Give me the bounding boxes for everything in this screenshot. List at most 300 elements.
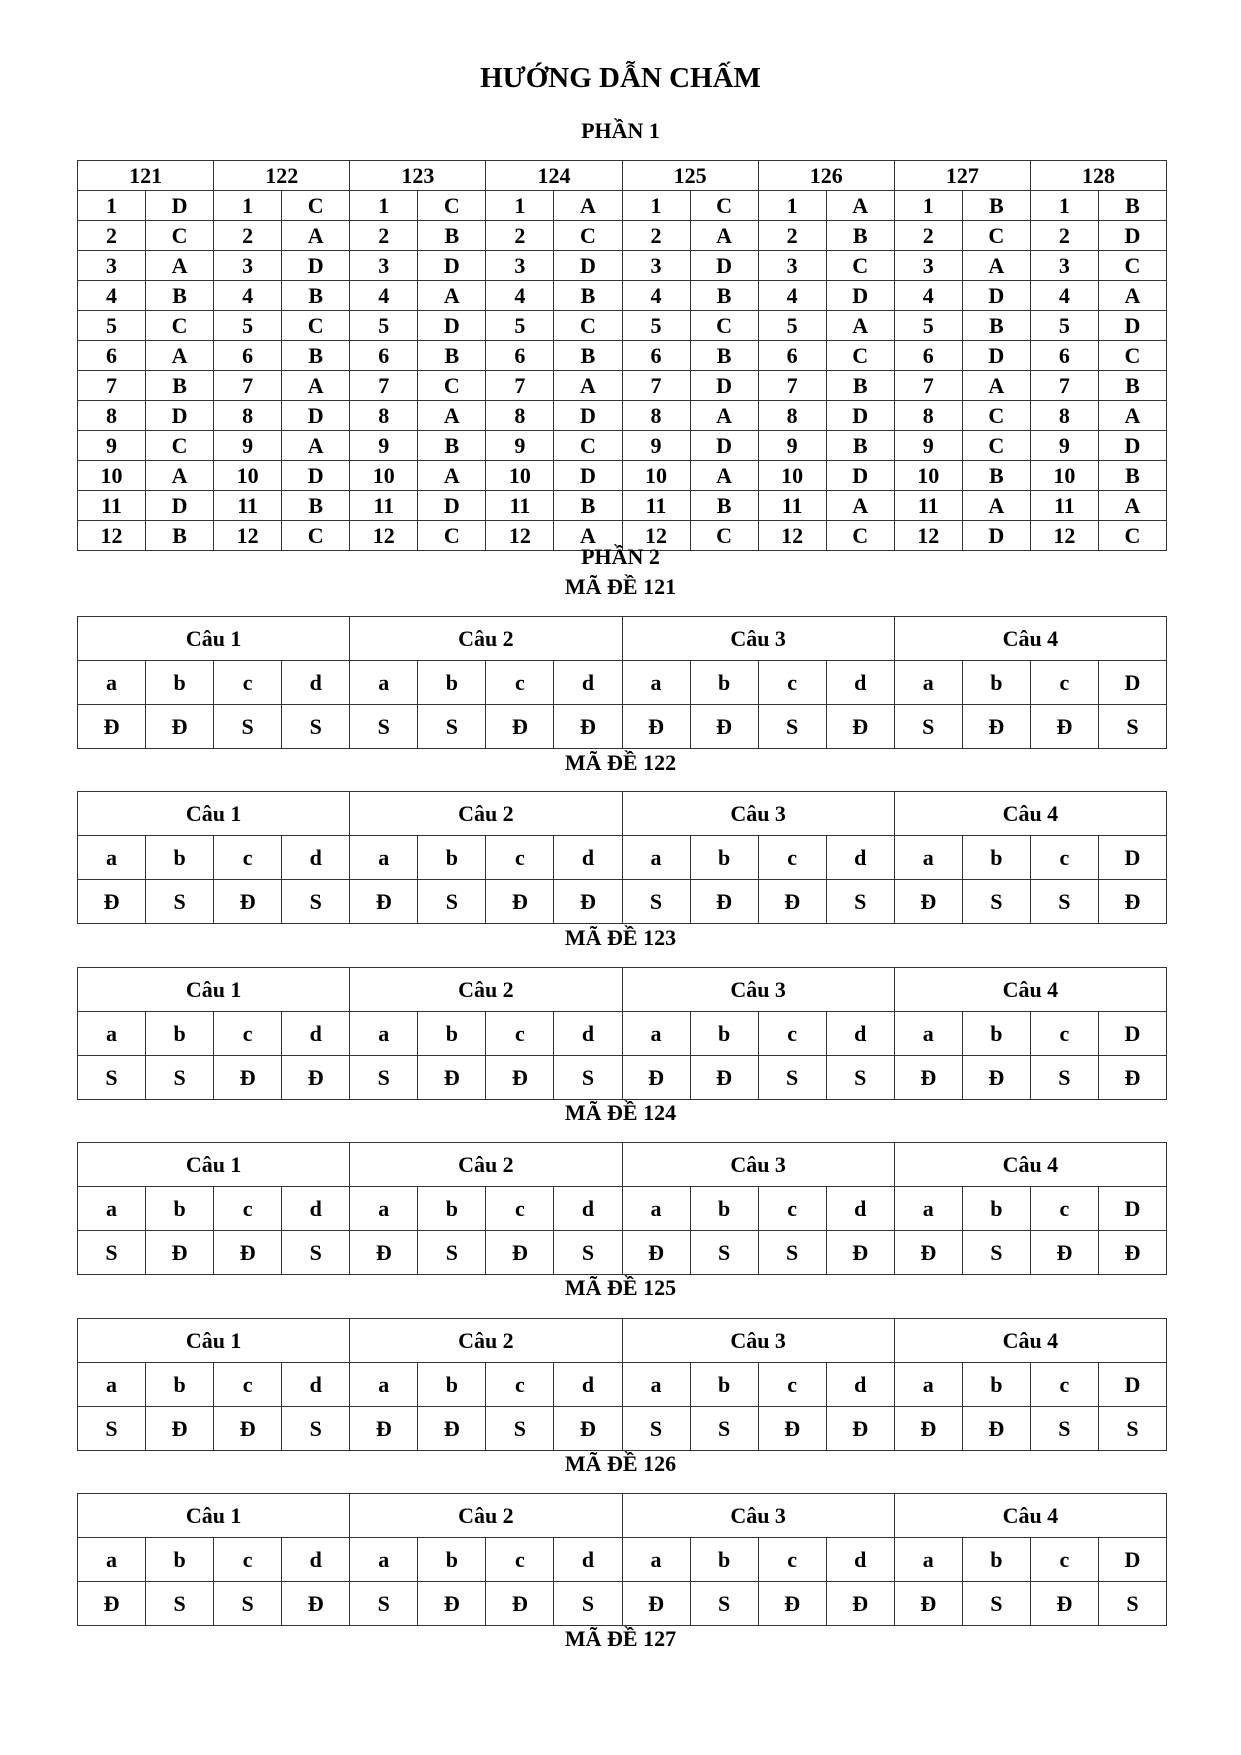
part1-heading: PHẦN 1 bbox=[581, 118, 660, 143]
answer-cell: C bbox=[1098, 341, 1166, 371]
answer-cell: B bbox=[282, 341, 350, 371]
question-number-cell: 4 bbox=[758, 281, 826, 311]
sub-question-label: a bbox=[622, 1363, 690, 1407]
answer-cell: D bbox=[826, 461, 894, 491]
sub-question-label: c bbox=[1030, 1538, 1098, 1582]
sub-question-label: a bbox=[894, 836, 962, 880]
sub-question-label: a bbox=[78, 1363, 146, 1407]
true-false-answer-cell: Đ bbox=[418, 1056, 486, 1100]
question-number-cell: 7 bbox=[350, 371, 418, 401]
true-false-answer-cell: S bbox=[146, 880, 214, 924]
sub-question-label: c bbox=[214, 1012, 282, 1056]
question-number-cell: 12 bbox=[894, 521, 962, 551]
question-number-cell: 6 bbox=[78, 341, 146, 371]
sub-question-label: d bbox=[826, 1012, 894, 1056]
true-false-answer-cell: S bbox=[1030, 880, 1098, 924]
answer-cell: C bbox=[282, 521, 350, 551]
answer-cell: D bbox=[826, 401, 894, 431]
exam-code-header: 128 bbox=[1030, 161, 1166, 191]
answer-cell: C bbox=[962, 221, 1030, 251]
question-number-cell: 1 bbox=[350, 191, 418, 221]
true-false-answer-cell: Đ bbox=[894, 1407, 962, 1451]
question-number-cell: 1 bbox=[1030, 191, 1098, 221]
sub-question-label: b bbox=[146, 1363, 214, 1407]
question-number-cell: 6 bbox=[214, 341, 282, 371]
answer-cell: D bbox=[554, 251, 622, 281]
part2-answer-table bbox=[77, 1318, 1167, 1451]
answer-cell: B bbox=[826, 431, 894, 461]
sub-question-label: d bbox=[826, 1187, 894, 1231]
question-number-cell: 9 bbox=[894, 431, 962, 461]
true-false-answer-cell: S bbox=[758, 1231, 826, 1275]
question-number-cell: 7 bbox=[214, 371, 282, 401]
sub-question-label: b bbox=[962, 1538, 1030, 1582]
true-false-answer-cell: S bbox=[146, 1582, 214, 1626]
sub-question-label: c bbox=[758, 836, 826, 880]
answer-cell: A bbox=[962, 371, 1030, 401]
answer-cell: C bbox=[690, 311, 758, 341]
true-false-answer-cell: Đ bbox=[962, 705, 1030, 749]
question-number-cell: 5 bbox=[758, 311, 826, 341]
answer-cell: A bbox=[282, 371, 350, 401]
table-row bbox=[78, 221, 1167, 251]
answer-cell: B bbox=[1098, 191, 1166, 221]
question-number-cell: 12 bbox=[78, 521, 146, 551]
sub-label-row bbox=[78, 661, 1167, 705]
answer-cell: A bbox=[146, 251, 214, 281]
true-false-answer-cell: S bbox=[690, 1582, 758, 1626]
answer-cell: D bbox=[282, 461, 350, 491]
answer-cell: C bbox=[554, 431, 622, 461]
sub-question-label: a bbox=[350, 1363, 418, 1407]
question-number-cell: 6 bbox=[622, 341, 690, 371]
sub-question-label: c bbox=[758, 661, 826, 705]
sub-question-label: b bbox=[690, 1187, 758, 1231]
question-number-cell: 2 bbox=[78, 221, 146, 251]
part2-heading: PHẦN 2 bbox=[581, 544, 660, 569]
answer-row bbox=[78, 1231, 1167, 1275]
question-number-cell: 1 bbox=[78, 191, 146, 221]
true-false-answer-cell: S bbox=[1030, 1056, 1098, 1100]
sub-question-label: a bbox=[350, 1187, 418, 1231]
question-number-cell: 10 bbox=[350, 461, 418, 491]
answer-cell: D bbox=[962, 281, 1030, 311]
sub-question-label: a bbox=[78, 1012, 146, 1056]
question-header: Câu 1 bbox=[78, 617, 350, 661]
sub-question-label: c bbox=[758, 1187, 826, 1231]
answer-cell: C bbox=[282, 311, 350, 341]
sub-question-label: c bbox=[486, 1363, 554, 1407]
sub-question-label: d bbox=[554, 1012, 622, 1056]
answer-cell: B bbox=[826, 371, 894, 401]
answer-cell: C bbox=[554, 311, 622, 341]
answer-cell: A bbox=[690, 401, 758, 431]
part2-answer-table bbox=[77, 616, 1167, 749]
question-header: Câu 1 bbox=[78, 968, 350, 1012]
question-number-cell: 11 bbox=[894, 491, 962, 521]
true-false-answer-cell: S bbox=[690, 1231, 758, 1275]
true-false-answer-cell: Đ bbox=[894, 880, 962, 924]
answer-cell: B bbox=[282, 491, 350, 521]
sub-question-label: d bbox=[554, 661, 622, 705]
true-false-answer-cell: Đ bbox=[1098, 1056, 1166, 1100]
true-false-answer-cell: Đ bbox=[622, 1231, 690, 1275]
question-number-cell: 6 bbox=[486, 341, 554, 371]
true-false-answer-cell: Đ bbox=[758, 880, 826, 924]
sub-question-label: c bbox=[214, 661, 282, 705]
answer-cell: D bbox=[418, 311, 486, 341]
answer-cell: A bbox=[282, 221, 350, 251]
question-number-cell: 5 bbox=[894, 311, 962, 341]
table-row bbox=[78, 281, 1167, 311]
true-false-answer-cell: S bbox=[1098, 1582, 1166, 1626]
answer-cell: D bbox=[554, 461, 622, 491]
question-header: Câu 4 bbox=[894, 968, 1166, 1012]
question-number-cell: 8 bbox=[486, 401, 554, 431]
exam-code-caption: MÃ ĐỀ 123 bbox=[564, 925, 677, 950]
exam-code-header: 121 bbox=[78, 161, 214, 191]
question-number-cell: 2 bbox=[1030, 221, 1098, 251]
question-number-cell: 8 bbox=[758, 401, 826, 431]
table-row bbox=[78, 311, 1167, 341]
question-number-cell: 6 bbox=[1030, 341, 1098, 371]
table-row bbox=[78, 251, 1167, 281]
question-number-cell: 7 bbox=[486, 371, 554, 401]
question-number-cell: 5 bbox=[622, 311, 690, 341]
answer-row bbox=[78, 1407, 1167, 1451]
sub-question-label: c bbox=[214, 1538, 282, 1582]
sub-question-label: d bbox=[554, 1538, 622, 1582]
question-number-cell: 1 bbox=[486, 191, 554, 221]
question-number-cell: 10 bbox=[758, 461, 826, 491]
true-false-answer-cell: S bbox=[690, 1407, 758, 1451]
answer-cell: B bbox=[1098, 461, 1166, 491]
answer-cell: D bbox=[418, 491, 486, 521]
question-number-cell: 2 bbox=[486, 221, 554, 251]
table-row bbox=[78, 431, 1167, 461]
answer-cell: A bbox=[554, 371, 622, 401]
question-number-cell: 9 bbox=[350, 431, 418, 461]
true-false-answer-cell: S bbox=[350, 705, 418, 749]
sub-question-label: d bbox=[282, 1012, 350, 1056]
question-number-cell: 4 bbox=[350, 281, 418, 311]
exam-code-caption: MÃ ĐỀ 126 bbox=[564, 1451, 677, 1476]
question-header: Câu 4 bbox=[894, 1494, 1166, 1538]
answer-cell: A bbox=[826, 191, 894, 221]
true-false-answer-cell: S bbox=[758, 1056, 826, 1100]
answer-cell: A bbox=[1098, 401, 1166, 431]
answer-cell: B bbox=[554, 281, 622, 311]
question-number-cell: 10 bbox=[1030, 461, 1098, 491]
question-header: Câu 2 bbox=[350, 1319, 622, 1363]
sub-question-label: D bbox=[1098, 1187, 1166, 1231]
answer-cell: B bbox=[690, 491, 758, 521]
answer-cell: C bbox=[282, 191, 350, 221]
sub-question-label: a bbox=[78, 836, 146, 880]
sub-question-label: a bbox=[622, 1538, 690, 1582]
exam-code-header: 125 bbox=[622, 161, 758, 191]
sub-question-label: d bbox=[282, 1363, 350, 1407]
answer-row bbox=[78, 1582, 1167, 1626]
answer-cell: B bbox=[690, 281, 758, 311]
true-false-answer-cell: S bbox=[1098, 1407, 1166, 1451]
answer-cell: D bbox=[1098, 431, 1166, 461]
true-false-answer-cell: Đ bbox=[146, 705, 214, 749]
sub-question-label: a bbox=[894, 1012, 962, 1056]
true-false-answer-cell: Đ bbox=[826, 705, 894, 749]
answer-cell: C bbox=[690, 521, 758, 551]
exam-code-caption: MÃ ĐỀ 122 bbox=[564, 750, 677, 775]
sub-question-label: b bbox=[690, 661, 758, 705]
true-false-answer-cell: Đ bbox=[78, 1582, 146, 1626]
answer-cell: A bbox=[1098, 281, 1166, 311]
true-false-answer-cell: S bbox=[894, 705, 962, 749]
answer-cell: B bbox=[146, 281, 214, 311]
true-false-answer-cell: S bbox=[826, 1056, 894, 1100]
sub-question-label: b bbox=[962, 661, 1030, 705]
true-false-answer-cell: S bbox=[282, 1407, 350, 1451]
true-false-answer-cell: S bbox=[350, 1582, 418, 1626]
sub-question-label: c bbox=[1030, 836, 1098, 880]
question-header: Câu 3 bbox=[622, 968, 894, 1012]
question-number-cell: 4 bbox=[214, 281, 282, 311]
table-row bbox=[78, 341, 1167, 371]
answer-cell: C bbox=[1098, 251, 1166, 281]
answer-cell: B bbox=[282, 281, 350, 311]
sub-question-label: d bbox=[826, 836, 894, 880]
question-number-cell: 4 bbox=[486, 281, 554, 311]
answer-cell: D bbox=[962, 341, 1030, 371]
sub-question-label: d bbox=[282, 836, 350, 880]
true-false-answer-cell: Đ bbox=[78, 705, 146, 749]
question-number-cell: 3 bbox=[758, 251, 826, 281]
question-header: Câu 1 bbox=[78, 1143, 350, 1187]
true-false-answer-cell: Đ bbox=[282, 1056, 350, 1100]
question-number-cell: 10 bbox=[894, 461, 962, 491]
sub-question-label: a bbox=[78, 661, 146, 705]
page-title: HƯỚNG DẪN CHẤM bbox=[480, 62, 761, 94]
question-number-cell: 10 bbox=[78, 461, 146, 491]
question-number-cell: 12 bbox=[758, 521, 826, 551]
sub-label-row bbox=[78, 836, 1167, 880]
true-false-answer-cell: Đ bbox=[554, 705, 622, 749]
true-false-answer-cell: S bbox=[622, 880, 690, 924]
sub-question-label: d bbox=[826, 1538, 894, 1582]
question-header: Câu 3 bbox=[622, 617, 894, 661]
question-number-cell: 1 bbox=[758, 191, 826, 221]
sub-question-label: c bbox=[486, 1012, 554, 1056]
part1-header-row bbox=[78, 161, 1167, 191]
exam-code-caption: MÃ ĐỀ 124 bbox=[564, 1100, 677, 1125]
true-false-answer-cell: Đ bbox=[554, 880, 622, 924]
question-number-cell: 2 bbox=[622, 221, 690, 251]
true-false-answer-cell: Đ bbox=[350, 1407, 418, 1451]
sub-question-label: c bbox=[1030, 1363, 1098, 1407]
question-number-cell: 10 bbox=[214, 461, 282, 491]
sub-question-label: b bbox=[146, 836, 214, 880]
true-false-answer-cell: S bbox=[622, 1407, 690, 1451]
question-header-row bbox=[78, 792, 1167, 836]
true-false-answer-cell: Đ bbox=[350, 880, 418, 924]
true-false-answer-cell: Đ bbox=[78, 880, 146, 924]
sub-question-label: b bbox=[146, 1187, 214, 1231]
sub-question-label: d bbox=[554, 836, 622, 880]
sub-question-label: d bbox=[282, 661, 350, 705]
question-number-cell: 3 bbox=[622, 251, 690, 281]
question-number-cell: 2 bbox=[214, 221, 282, 251]
table-row bbox=[78, 461, 1167, 491]
question-header: Câu 2 bbox=[350, 1494, 622, 1538]
question-header: Câu 2 bbox=[350, 968, 622, 1012]
question-number-cell: 7 bbox=[622, 371, 690, 401]
sub-label-row bbox=[78, 1538, 1167, 1582]
true-false-answer-cell: Đ bbox=[1030, 1231, 1098, 1275]
sub-question-label: c bbox=[1030, 1012, 1098, 1056]
question-number-cell: 7 bbox=[894, 371, 962, 401]
question-number-cell: 12 bbox=[350, 521, 418, 551]
answer-cell: C bbox=[146, 431, 214, 461]
sub-question-label: a bbox=[78, 1187, 146, 1231]
sub-question-label: a bbox=[894, 661, 962, 705]
question-number-cell: 7 bbox=[758, 371, 826, 401]
sub-question-label: c bbox=[214, 1363, 282, 1407]
sub-question-label: D bbox=[1098, 1012, 1166, 1056]
question-number-cell: 3 bbox=[1030, 251, 1098, 281]
true-false-answer-cell: Đ bbox=[146, 1407, 214, 1451]
question-number-cell: 3 bbox=[486, 251, 554, 281]
question-number-cell: 2 bbox=[758, 221, 826, 251]
question-number-cell: 11 bbox=[214, 491, 282, 521]
answer-cell: B bbox=[418, 341, 486, 371]
answer-cell: A bbox=[690, 221, 758, 251]
answer-cell: D bbox=[146, 401, 214, 431]
table-row bbox=[78, 491, 1167, 521]
question-number-cell: 3 bbox=[214, 251, 282, 281]
answer-cell: C bbox=[1098, 521, 1166, 551]
sub-question-label: a bbox=[78, 1538, 146, 1582]
table-row bbox=[78, 371, 1167, 401]
question-header: Câu 1 bbox=[78, 1494, 350, 1538]
question-number-cell: 8 bbox=[894, 401, 962, 431]
sub-question-label: a bbox=[350, 661, 418, 705]
sub-question-label: c bbox=[486, 1187, 554, 1231]
answer-cell: A bbox=[826, 311, 894, 341]
answer-cell: A bbox=[418, 281, 486, 311]
question-number-cell: 5 bbox=[214, 311, 282, 341]
question-number-cell: 8 bbox=[622, 401, 690, 431]
question-number-cell: 6 bbox=[758, 341, 826, 371]
true-false-answer-cell: Đ bbox=[214, 880, 282, 924]
question-number-cell: 7 bbox=[78, 371, 146, 401]
true-false-answer-cell: S bbox=[282, 705, 350, 749]
sub-question-label: a bbox=[622, 1187, 690, 1231]
true-false-answer-cell: Đ bbox=[690, 880, 758, 924]
sub-question-label: b bbox=[962, 1187, 1030, 1231]
question-number-cell: 10 bbox=[486, 461, 554, 491]
true-false-answer-cell: Đ bbox=[146, 1231, 214, 1275]
sub-question-label: b bbox=[146, 661, 214, 705]
answer-row bbox=[78, 880, 1167, 924]
sub-question-label: b bbox=[146, 1012, 214, 1056]
answer-cell: C bbox=[146, 221, 214, 251]
answer-cell: A bbox=[554, 521, 622, 551]
sub-label-row bbox=[78, 1363, 1167, 1407]
true-false-answer-cell: S bbox=[146, 1056, 214, 1100]
true-false-answer-cell: Đ bbox=[826, 1582, 894, 1626]
sub-question-label: d bbox=[282, 1187, 350, 1231]
answer-cell: D bbox=[1098, 221, 1166, 251]
sub-question-label: D bbox=[1098, 661, 1166, 705]
question-number-cell: 5 bbox=[1030, 311, 1098, 341]
answer-cell: A bbox=[826, 491, 894, 521]
question-header-row bbox=[78, 1143, 1167, 1187]
sub-question-label: b bbox=[418, 1012, 486, 1056]
part2-answer-table bbox=[77, 967, 1167, 1100]
sub-question-label: b bbox=[418, 836, 486, 880]
true-false-answer-cell: Đ bbox=[690, 705, 758, 749]
sub-question-label: a bbox=[350, 1012, 418, 1056]
question-header-row bbox=[78, 1319, 1167, 1363]
sub-question-label: d bbox=[826, 1363, 894, 1407]
answer-cell: D bbox=[146, 491, 214, 521]
true-false-answer-cell: S bbox=[282, 1231, 350, 1275]
true-false-answer-cell: Đ bbox=[962, 1407, 1030, 1451]
question-number-cell: 8 bbox=[1030, 401, 1098, 431]
sub-question-label: a bbox=[350, 1538, 418, 1582]
sub-question-label: c bbox=[1030, 1187, 1098, 1231]
exam-code-caption: MÃ ĐỀ 125 bbox=[564, 1275, 677, 1300]
question-number-cell: 12 bbox=[1030, 521, 1098, 551]
question-number-cell: 1 bbox=[622, 191, 690, 221]
answer-cell: C bbox=[418, 191, 486, 221]
true-false-answer-cell: S bbox=[554, 1582, 622, 1626]
question-number-cell: 6 bbox=[350, 341, 418, 371]
true-false-answer-cell: S bbox=[1098, 705, 1166, 749]
question-number-cell: 4 bbox=[622, 281, 690, 311]
question-number-cell: 8 bbox=[78, 401, 146, 431]
true-false-answer-cell: Đ bbox=[962, 1056, 1030, 1100]
part2-answer-table bbox=[77, 1493, 1167, 1626]
sub-question-label: b bbox=[690, 1363, 758, 1407]
question-number-cell: 4 bbox=[1030, 281, 1098, 311]
true-false-answer-cell: Đ bbox=[1098, 880, 1166, 924]
sub-question-label: c bbox=[486, 661, 554, 705]
sub-question-label: b bbox=[690, 836, 758, 880]
sub-question-label: D bbox=[1098, 1538, 1166, 1582]
answer-cell: A bbox=[554, 191, 622, 221]
sub-question-label: c bbox=[1030, 661, 1098, 705]
answer-cell: D bbox=[690, 251, 758, 281]
sub-question-label: b bbox=[962, 1012, 1030, 1056]
answer-cell: C bbox=[826, 521, 894, 551]
answer-cell: D bbox=[282, 251, 350, 281]
question-number-cell: 3 bbox=[894, 251, 962, 281]
question-number-cell: 6 bbox=[894, 341, 962, 371]
question-number-cell: 5 bbox=[486, 311, 554, 341]
answer-row bbox=[78, 705, 1167, 749]
question-number-cell: 9 bbox=[214, 431, 282, 461]
question-header: Câu 2 bbox=[350, 792, 622, 836]
question-number-cell: 1 bbox=[894, 191, 962, 221]
true-false-answer-cell: Đ bbox=[622, 705, 690, 749]
question-number-cell: 1 bbox=[214, 191, 282, 221]
question-number-cell: 8 bbox=[214, 401, 282, 431]
exam-code-header: 123 bbox=[350, 161, 486, 191]
true-false-answer-cell: Đ bbox=[894, 1056, 962, 1100]
answer-cell: D bbox=[690, 431, 758, 461]
true-false-answer-cell: S bbox=[1030, 1407, 1098, 1451]
question-header: Câu 4 bbox=[894, 1143, 1166, 1187]
